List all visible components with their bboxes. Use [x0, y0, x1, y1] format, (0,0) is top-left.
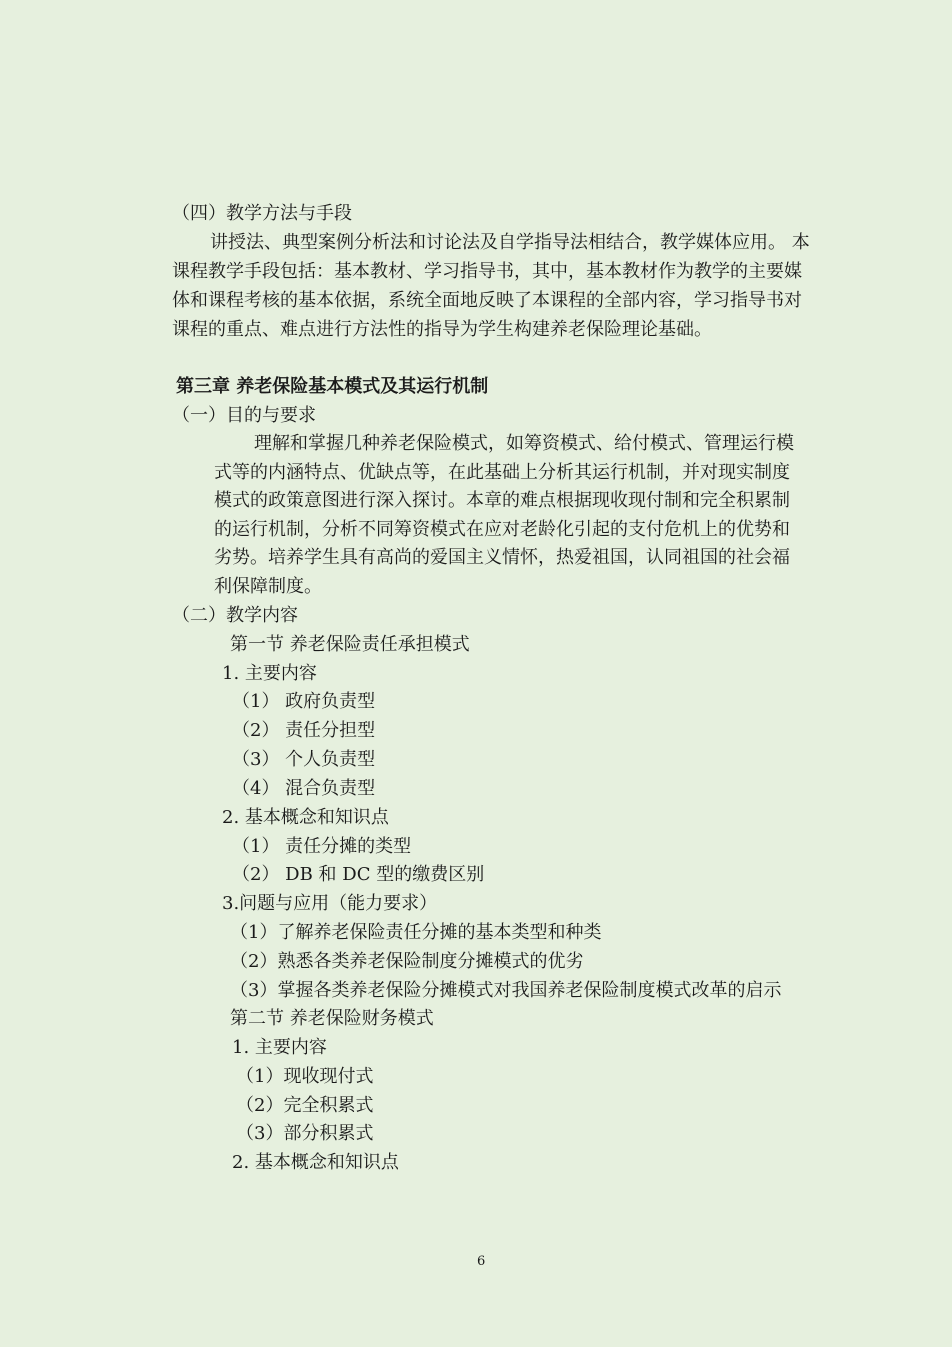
list-item: （3） 个人负责型 [232, 749, 376, 770]
page-number: 6 [477, 1254, 486, 1269]
chapter-title: 第三章 养老保险基本模式及其运行机制 [176, 376, 489, 397]
list-heading: 1. 主要内容 [222, 663, 317, 684]
list-item: （4） 混合负责型 [232, 778, 376, 799]
list-item: （2） 责任分担型 [232, 720, 376, 741]
list-heading: 2. 基本概念和知识点 [232, 1152, 399, 1173]
paragraph-line: 的运行机制，分析不同筹资模式在应对老龄化引起的支付危机上的优势和 [214, 519, 790, 540]
section-heading: 第二节 养老保险财务模式 [230, 1008, 434, 1029]
list-item: （1）现收现付式 [236, 1066, 374, 1087]
list-item: （2） DB 和 DC 型的缴费区别 [232, 864, 485, 885]
list-item: （2）熟悉各类养老保险制度分摊模式的优劣 [230, 951, 584, 972]
paragraph-line: 课程教学手段包括：基本教材、学习指导书，其中，基本教材作为教学的主要媒 [172, 261, 802, 282]
list-item: （3）部分积累式 [236, 1123, 374, 1144]
section-heading: 第一节 养老保险责任承担模式 [230, 634, 470, 655]
section-title-teaching-methods: （四）教学方法与手段 [172, 203, 352, 224]
paragraph-line: 课程的重点、难点进行方法性的指导为学生构建养老保险理论基础。 [172, 319, 712, 340]
list-item: （2）完全积累式 [236, 1095, 374, 1116]
list-heading: 1. 主要内容 [232, 1037, 327, 1058]
list-heading: 3.问题与应用（能力要求） [222, 893, 438, 914]
list-heading: 2. 基本概念和知识点 [222, 807, 389, 828]
list-item: （1）了解养老保险责任分摊的基本类型和种类 [230, 922, 602, 943]
list-item: （1） 责任分摊的类型 [232, 836, 412, 857]
paragraph-line: 讲授法、典型案例分析法和讨论法及自学指导法相结合，教学媒体应用。 本 [210, 232, 810, 253]
paragraph-line: 利保障制度。 [214, 576, 322, 597]
paragraph-line: 体和课程考核的基本依据，系统全面地反映了本课程的全部内容，学习指导书对 [172, 290, 802, 311]
paragraph-line: 劣势。培养学生具有高尚的爱国主义情怀，热爱祖国，认同祖国的社会福 [214, 547, 790, 568]
subsection-title-objectives: （一）目的与要求 [172, 405, 316, 426]
list-item: （1） 政府负责型 [232, 691, 376, 712]
list-item: （3）掌握各类养老保险分摊模式对我国养老保险制度模式改革的启示 [230, 980, 782, 1001]
paragraph-line: 模式的政策意图进行深入探讨。本章的难点根据现收现付制和完全积累制 [214, 490, 790, 511]
subsection-title-content: （二）教学内容 [172, 605, 298, 626]
paragraph-line: 理解和掌握几种养老保险模式，如筹资模式、给付模式、管理运行模 [254, 433, 794, 454]
paragraph-line: 式等的内涵特点、优缺点等，在此基础上分析其运行机制，并对现实制度 [214, 462, 790, 483]
